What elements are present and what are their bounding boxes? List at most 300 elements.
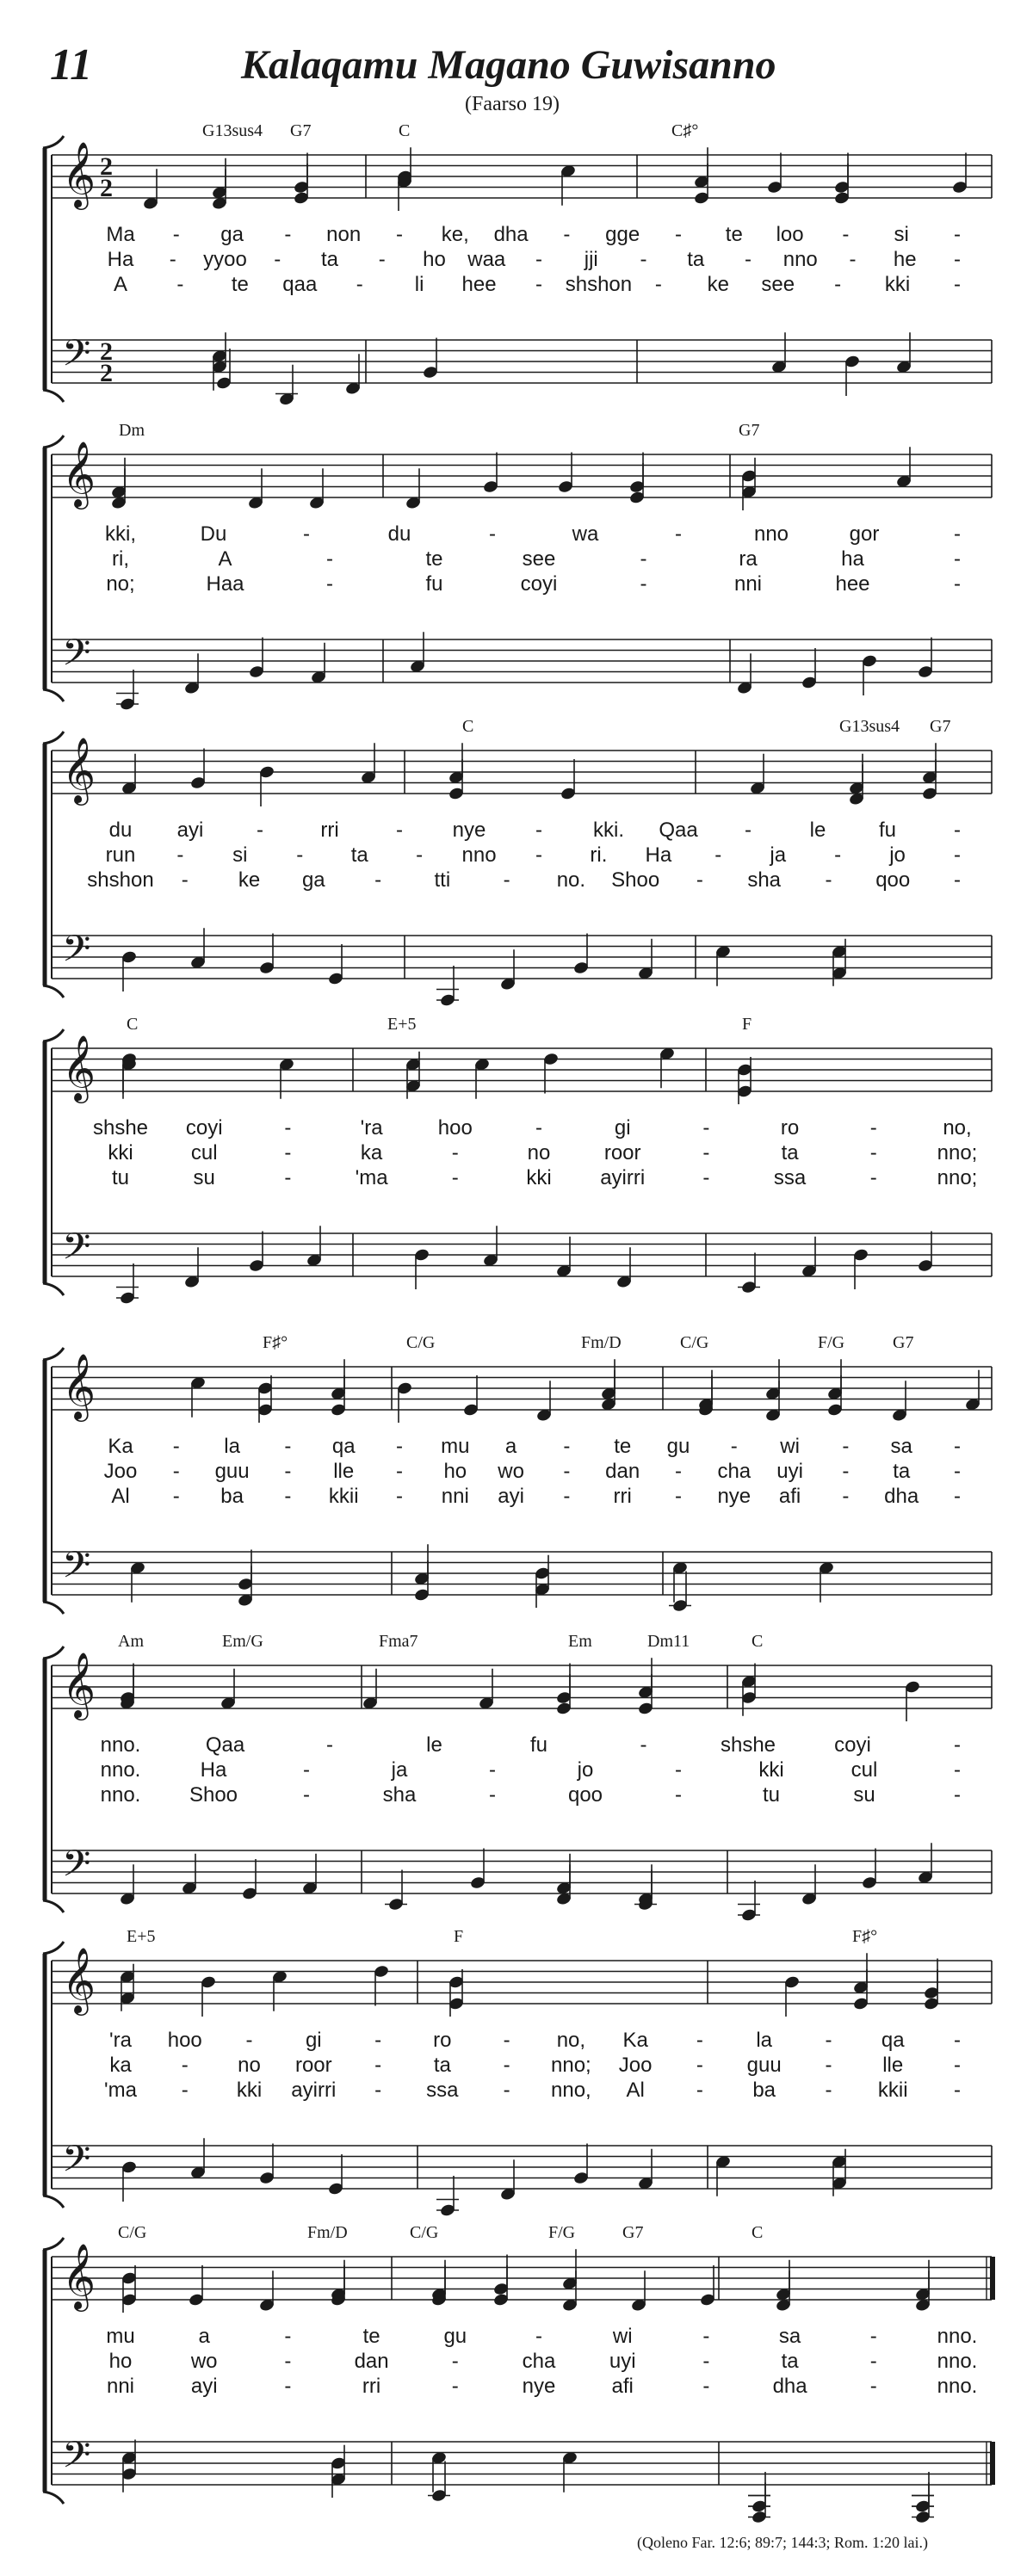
lyric-syllable: - [954, 2054, 961, 2077]
lyric-syllable: coyi [520, 572, 558, 596]
lyric-syllable: - [416, 843, 424, 867]
chord-symbol: G7 [930, 717, 951, 736]
lyric-syllable: ayi [190, 2375, 218, 2398]
lyric-syllable: rri [362, 2375, 381, 2398]
lyric-syllable: Joo [618, 2054, 653, 2077]
chord-symbol: F♯° [263, 1333, 288, 1352]
lyric-syllable: fu [425, 572, 443, 596]
lyric-syllable: gi [614, 1116, 631, 1140]
lyric-syllable: - [257, 819, 263, 842]
lyric-syllable: - [396, 1485, 403, 1508]
treble-clef-icon: 𝄞 [62, 737, 96, 803]
lyric-syllable: - [954, 868, 961, 892]
lyric-syllable: - [396, 223, 403, 246]
treble-clef-icon: 𝄞 [62, 1652, 96, 1718]
lyric-syllable: - [869, 1166, 877, 1189]
lyric-syllable: a [198, 2325, 210, 2348]
lyric-syllable: Du [200, 522, 227, 546]
time-signature-top: 2 [100, 337, 113, 366]
lyric-syllable: - [535, 273, 542, 296]
lyric-syllable: - [825, 2054, 832, 2077]
lyric-syllable: Shoo [611, 868, 660, 892]
chord-symbol: F [454, 1927, 464, 1946]
lyric-syllable: Joo [103, 1460, 138, 1483]
lyric-syllable: loo [776, 223, 804, 246]
treble-clef-icon: 𝄞 [62, 2243, 96, 2309]
lyric-syllable: gor [849, 522, 880, 546]
lyric-syllable: nno. [937, 2325, 978, 2348]
lyric-syllable: jji [584, 248, 598, 271]
lyric-syllable: - [374, 2054, 382, 2077]
lyric-syllable: - [374, 2029, 382, 2052]
lyric-syllable: - [326, 547, 333, 571]
lyric-syllable: qoo [567, 1783, 603, 1807]
lyric-syllable: - [675, 1758, 682, 1782]
chord-symbol: Dm11 [647, 1632, 690, 1651]
lyric-syllable: - [825, 2029, 832, 2052]
lyric-syllable: ta [893, 1460, 911, 1483]
chord-symbol: Fma7 [379, 1632, 418, 1651]
lyric-syllable: - [702, 1116, 710, 1140]
lyric-syllable: ta [781, 1141, 799, 1164]
lyric-syllable: coyi [185, 1116, 223, 1140]
lyric-syllable: - [451, 2350, 459, 2373]
lyric-syllable: - [954, 522, 961, 546]
lyric-syllable: - [675, 522, 682, 546]
lyric-syllable: ssa [426, 2079, 459, 2102]
lyric-syllable: te [614, 1435, 632, 1458]
lyric-syllable: la [756, 2029, 773, 2052]
lyric-syllable: ta [350, 843, 368, 867]
lyric-syllable: qa [331, 1435, 356, 1458]
lyric-syllable: - [714, 843, 722, 867]
music-system [43, 0, 992, 711]
bass-clef-icon: 𝄢 [62, 1544, 91, 1596]
bass-clef-icon: 𝄢 [62, 2138, 91, 2190]
lyric-syllable: dan [354, 2350, 389, 2373]
lyric-syllable: - [326, 1733, 333, 1757]
lyric-syllable: sa [778, 2325, 801, 2348]
lyric-syllable: hee [835, 572, 870, 596]
time-signature-bottom: 2 [100, 174, 113, 202]
lyric-syllable: Shoo [189, 1783, 238, 1807]
lyric-syllable: dha [772, 2375, 807, 2398]
lyric-syllable: - [745, 819, 752, 842]
lyric-syllable: - [745, 248, 752, 271]
lyric-syllable: hoo [167, 2029, 202, 2052]
lyric-syllable: nno [461, 843, 497, 867]
chord-symbol: E+5 [387, 1015, 417, 1034]
lyric-syllable: ssa [773, 1166, 807, 1189]
lyric-syllable: nno [753, 522, 789, 546]
lyric-syllable: la [224, 1435, 240, 1458]
lyric-syllable: - [954, 248, 961, 271]
lyric-syllable: - [303, 1783, 310, 1807]
final-barline [990, 2257, 995, 2300]
lyric-syllable: - [503, 2054, 510, 2077]
lyric-syllable: ka [109, 2054, 132, 2077]
lyric-syllable: dha [493, 223, 529, 246]
chord-symbol: C [399, 121, 411, 140]
lyric-syllable: roor [294, 2054, 332, 2077]
lyric-syllable: - [374, 868, 382, 892]
lyric-syllable: Ha [107, 248, 134, 271]
lyric-syllable: 'ra [360, 1116, 383, 1140]
lyric-syllable: Haa [206, 572, 244, 596]
lyric-syllable: te [725, 223, 743, 246]
lyric-syllable: - [954, 819, 961, 842]
lyric-syllable: kkii [328, 1485, 359, 1508]
lyric-syllable: no, [943, 1116, 972, 1140]
chord-symbol: C [462, 717, 474, 736]
lyric-syllable: rri [320, 819, 339, 842]
lyric-syllable: - [954, 223, 961, 246]
lyric-syllable: - [954, 273, 961, 296]
lyric-syllable: - [284, 1141, 292, 1164]
lyric-syllable: guu [214, 1460, 250, 1483]
lyric-syllable: - [296, 843, 304, 867]
chord-symbol: G7 [893, 1333, 914, 1352]
lyric-syllable: te [425, 547, 443, 571]
lyric-syllable: - [284, 1166, 292, 1189]
hymn-number: 11 [50, 40, 93, 90]
lyric-syllable: yyoo [203, 248, 247, 271]
lyric-syllable: fu [878, 819, 897, 842]
lyric-syllable: Ha [200, 1758, 227, 1782]
lyric-syllable: ayi [498, 1485, 524, 1508]
lyric-syllable: run [105, 843, 136, 867]
treble-clef-icon: 𝄞 [62, 1035, 96, 1101]
lyric-syllable: - [535, 2325, 542, 2348]
chord-symbol: C [127, 1015, 139, 1034]
lyric-syllable: kki [108, 1141, 133, 1164]
lyric-syllable: - [869, 2375, 877, 2398]
lyric-syllable: ayi [176, 819, 204, 842]
lyric-syllable: - [326, 572, 333, 596]
lyric-syllable: guu [746, 2054, 782, 2077]
lyric-syllable: ayirri [600, 1166, 646, 1189]
lyric-syllable: - [696, 868, 703, 892]
lyric-syllable: - [954, 572, 961, 596]
lyric-syllable: - [825, 868, 832, 892]
lyric-syllable: 'ma [355, 1166, 388, 1189]
lyric-syllable: - [284, 2375, 292, 2398]
lyric-syllable: - [825, 2079, 832, 2102]
lyric-syllable: ta [781, 2350, 799, 2373]
lyric-syllable: - [489, 1783, 496, 1807]
lyric-syllable: uyi [609, 2350, 636, 2373]
lyric-syllable: - [181, 868, 189, 892]
lyric-syllable: ta [320, 248, 339, 271]
lyric-syllable: - [869, 1141, 877, 1164]
lyric-syllable: ja [770, 843, 787, 867]
lyric-syllable: jo [577, 1758, 594, 1782]
lyric-syllable: wa [572, 522, 599, 546]
lyric-syllable: 'ra [109, 2029, 132, 2052]
lyric-syllable: ho [443, 1460, 467, 1483]
lyric-syllable: - [730, 1435, 738, 1458]
lyric-syllable: ke [238, 868, 261, 892]
lyric-syllable: - [535, 843, 542, 867]
chord-symbol: C [752, 2223, 764, 2242]
chord-symbol: Am [118, 1632, 144, 1651]
lyric-syllable: - [374, 2079, 382, 2102]
chord-symbol: Fm/D [307, 2223, 348, 2242]
bass-clef-icon: 𝄢 [62, 332, 91, 384]
lyric-syllable: qaa [282, 273, 318, 296]
lyric-syllable: - [563, 1460, 571, 1483]
lyric-syllable: te [231, 273, 249, 296]
lyric-syllable: wi [612, 2325, 633, 2348]
lyric-syllable: ta [687, 248, 705, 271]
lyric-syllable: Ma [106, 223, 135, 246]
lyric-syllable: - [702, 2350, 710, 2373]
lyric-syllable: no, [556, 2029, 586, 2052]
lyric-syllable: - [284, 1435, 292, 1458]
lyric-syllable: - [834, 843, 842, 867]
chord-symbol: C/G [118, 2223, 147, 2242]
lyric-syllable: ba [752, 2079, 776, 2102]
chord-symbol: F [742, 1015, 752, 1034]
lyric-syllable: - [954, 1460, 961, 1483]
lyric-syllable: - [640, 248, 647, 271]
lyric-syllable: - [489, 1758, 496, 1782]
lyric-syllable: - [954, 1758, 961, 1782]
time-signature-top: 2 [100, 152, 113, 181]
lyric-syllable: - [396, 819, 403, 842]
music-system [43, 0, 992, 1305]
lyric-syllable: dan [605, 1460, 640, 1483]
lyric-syllable: gge [605, 223, 640, 246]
lyric-syllable: afi [611, 2375, 634, 2398]
lyric-syllable: - [954, 1783, 961, 1807]
lyric-syllable: gu [666, 1435, 690, 1458]
chord-symbol: F/G [818, 1333, 845, 1352]
final-barline [990, 2442, 995, 2485]
lyric-syllable: wi [780, 1435, 800, 1458]
chord-symbol: Em/G [222, 1632, 263, 1651]
lyric-syllable: su [193, 1166, 215, 1189]
treble-clef-icon: 𝄞 [62, 141, 96, 207]
lyric-syllable: ja [391, 1758, 408, 1782]
lyric-syllable: - [489, 522, 496, 546]
lyric-syllable: - [563, 1435, 571, 1458]
chord-symbol: Em [568, 1632, 592, 1651]
lyric-syllable: rri [613, 1485, 632, 1508]
lyric-syllable: - [181, 2079, 189, 2102]
lyric-syllable: lle [882, 2054, 904, 2077]
lyric-syllable: Qaa [205, 1733, 245, 1757]
lyric-syllable: see [761, 273, 795, 296]
lyric-syllable: - [176, 843, 184, 867]
chord-symbol: E+5 [127, 1927, 156, 1946]
lyric-syllable: nno. [937, 2375, 978, 2398]
lyric-syllable: - [172, 1460, 180, 1483]
lyric-syllable: afi [778, 1485, 801, 1508]
hymn-title: Kalaqamu Magano Guwisanno [241, 42, 776, 88]
lyric-syllable: ro [433, 2029, 452, 2052]
lyric-syllable: du [108, 819, 133, 842]
treble-clef-icon: 𝄞 [62, 1353, 96, 1419]
lyric-syllable: ga [220, 223, 244, 246]
lyric-syllable: Al [626, 2079, 645, 2102]
lyric-syllable: Al [111, 1485, 130, 1508]
lyric-syllable: si [894, 223, 909, 246]
lyric-syllable: jo [889, 843, 906, 867]
lyric-syllable: - [284, 1116, 292, 1140]
lyric-syllable: mu [106, 2325, 135, 2348]
lyric-syllable: coyi [834, 1733, 871, 1757]
lyric-syllable: cul [190, 1141, 218, 1164]
lyric-syllable: - [451, 1166, 459, 1189]
lyric-syllable: sha [382, 1783, 417, 1807]
lyric-syllable: ba [220, 1485, 244, 1508]
lyric-syllable: ayirri [291, 2079, 337, 2102]
lyric-syllable: tu [762, 1783, 781, 1807]
lyric-syllable: - [842, 1485, 850, 1508]
lyric-syllable: nye [522, 2375, 556, 2398]
lyric-syllable: ri. [590, 843, 608, 867]
lyric-syllable: - [356, 273, 363, 296]
chord-symbol: C [752, 1632, 764, 1651]
lyric-syllable: - [535, 1116, 542, 1140]
lyric-syllable: - [954, 2029, 961, 2052]
lyric-syllable: - [274, 248, 281, 271]
lyric-syllable: cul [851, 1758, 878, 1782]
time-signature-bottom: 2 [100, 359, 113, 387]
lyric-syllable: nno [782, 248, 818, 271]
lyric-syllable: ho [423, 248, 446, 271]
chord-symbol: C/G [410, 2223, 439, 2242]
lyric-syllable: - [172, 223, 180, 246]
lyric-syllable: - [696, 2054, 703, 2077]
lyric-syllable: tti [434, 868, 451, 892]
chord-symbol: C/G [680, 1333, 709, 1352]
lyric-syllable: nni [441, 1485, 469, 1508]
lyric-syllable: - [535, 248, 542, 271]
bass-clef-icon: 𝄢 [62, 1226, 91, 1277]
lyric-syllable: kki, [105, 522, 136, 546]
lyric-syllable: te [362, 2325, 380, 2348]
lyric-syllable: nno, [551, 2079, 591, 2102]
lyric-syllable: uyi [776, 1460, 803, 1483]
chord-symbol: C/G [406, 1333, 436, 1352]
lyric-syllable: - [954, 547, 961, 571]
lyric-syllable: - [869, 2350, 877, 2373]
lyric-syllable: nye [452, 819, 486, 842]
lyric-syllable: sa [890, 1435, 912, 1458]
lyric-syllable: ha [841, 547, 864, 571]
lyric-syllable: - [954, 1733, 961, 1757]
bass-clef-icon: 𝄢 [62, 1843, 91, 1894]
lyric-syllable: A [113, 273, 128, 296]
scripture-references: (Qoleno Far. 12:6; 89:7; 144:3; Rom. 1:20 lai.) [637, 2534, 928, 2551]
lyric-syllable: - [378, 248, 386, 271]
lyric-syllable: nno. [100, 1733, 141, 1757]
lyric-syllable: ke [707, 273, 729, 296]
lyric-syllable: - [954, 843, 961, 867]
bass-clef-icon: 𝄢 [62, 928, 91, 979]
lyric-syllable: 'ma [104, 2079, 137, 2102]
bass-clef-icon: 𝄢 [62, 632, 91, 683]
lyric-syllable: a [504, 1435, 517, 1458]
hymn-tune-reference: (Faarso 19) [465, 93, 560, 115]
chord-symbol: F/G [548, 2223, 576, 2242]
lyric-syllable: - [284, 2350, 292, 2373]
lyric-syllable: - [284, 1485, 292, 1508]
lyric-syllable: ke, [441, 223, 469, 246]
lyric-syllable: hoo [437, 1116, 473, 1140]
lyric-syllable: shshe [92, 1116, 149, 1140]
lyric-syllable: - [702, 2375, 710, 2398]
lyric-syllable: ro [780, 1116, 800, 1140]
lyric-syllable: kki [884, 273, 911, 296]
lyric-syllable: ri, [112, 547, 129, 571]
lyric-syllable: - [451, 2375, 459, 2398]
music-system [43, 0, 992, 1007]
lyric-syllable: kki. [593, 819, 624, 842]
lyric-syllable: wo [498, 1460, 524, 1483]
lyric-syllable: he [893, 248, 917, 271]
lyric-syllable: kkii [877, 2079, 908, 2102]
lyric-syllable: gu [443, 2325, 467, 2348]
lyric-syllable: nye [717, 1485, 752, 1508]
lyric-syllable: le [809, 819, 826, 842]
lyric-syllable: ta [433, 2054, 451, 2077]
lyric-syllable: waa [467, 248, 506, 271]
chord-symbol: G13sus4 [839, 717, 900, 736]
lyric-syllable: ka [360, 1141, 383, 1164]
lyric-syllable: - [849, 248, 857, 271]
lyric-syllable: see [522, 547, 556, 571]
lyric-syllable: nno. [100, 1758, 141, 1782]
lyric-syllable: Qaa [659, 819, 698, 842]
lyric-syllable: shshon [565, 273, 633, 296]
lyric-syllable: - [640, 1733, 647, 1757]
lyric-syllable: ho [108, 2350, 133, 2373]
lyric-syllable: li [414, 273, 424, 296]
lyric-syllable: Ka [622, 2029, 648, 2052]
lyric-syllable: ga [301, 868, 325, 892]
music-system [43, 0, 992, 406]
bass-clef-icon: 𝄢 [62, 2434, 91, 2486]
lyric-syllable: - [451, 1141, 459, 1164]
lyric-syllable: Ka [108, 1435, 133, 1458]
lyric-syllable: - [834, 273, 842, 296]
lyric-syllable: nno. [100, 1783, 141, 1807]
lyric-syllable: le [426, 1733, 442, 1757]
lyric-syllable: nno; [937, 1141, 978, 1164]
lyric-syllable: - [842, 1460, 850, 1483]
chord-symbol: G7 [622, 2223, 644, 2242]
lyric-syllable: - [284, 223, 292, 246]
lyric-syllable: - [563, 1485, 571, 1508]
lyric-syllable: hee [461, 273, 497, 296]
lyric-syllable: wo [190, 2350, 218, 2373]
lyric-syllable: - [654, 273, 662, 296]
lyric-syllable: - [702, 1166, 710, 1189]
lyric-syllable: - [696, 2079, 703, 2102]
chord-symbol: C♯° [671, 121, 699, 140]
lyric-syllable: no. [556, 868, 586, 892]
treble-clef-icon: 𝄞 [62, 1947, 96, 2013]
lyric-syllable: roor [603, 1141, 641, 1164]
lyric-syllable: fu [529, 1733, 548, 1757]
lyric-syllable: tu [111, 1166, 130, 1189]
lyric-syllable: si [232, 843, 248, 867]
lyric-syllable: lle [333, 1460, 355, 1483]
lyric-syllable: no [238, 2054, 261, 2077]
